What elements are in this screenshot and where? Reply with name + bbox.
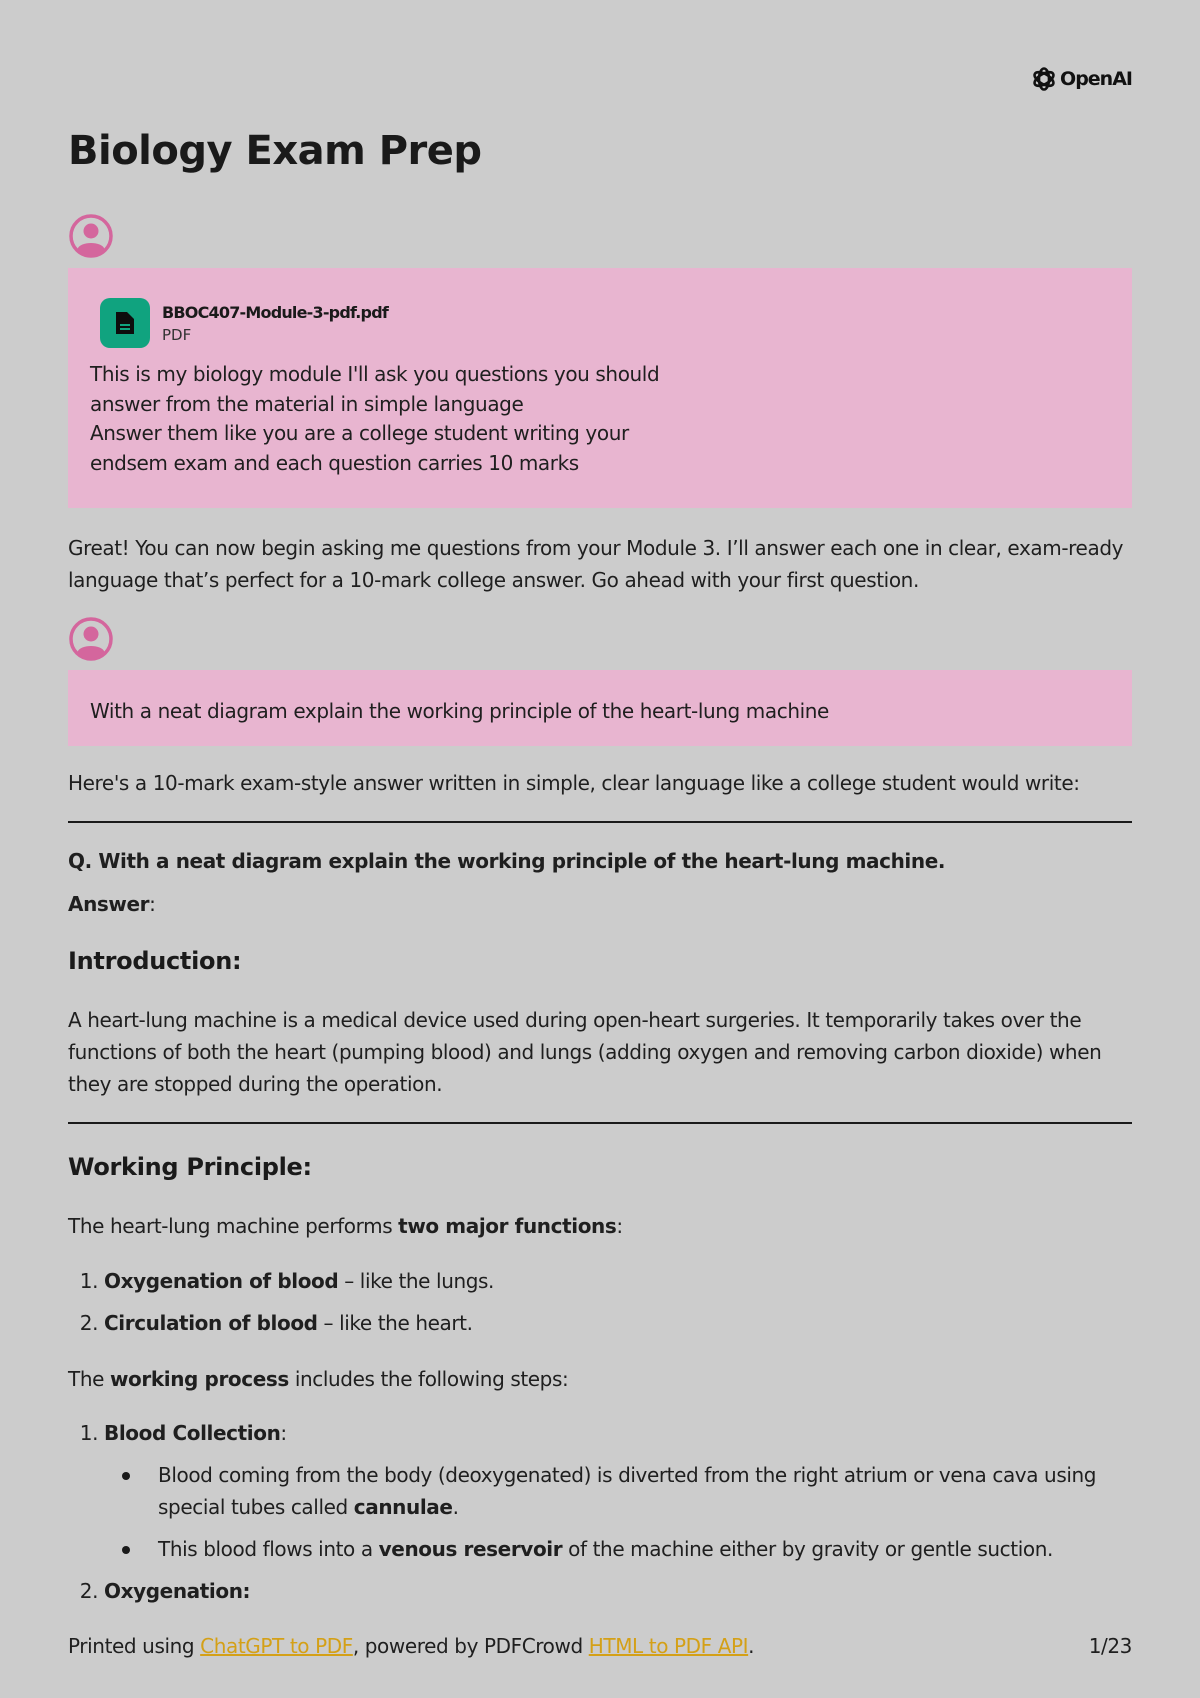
list-item-bold: Circulation of blood xyxy=(104,1311,318,1335)
process-lead-pre: The xyxy=(68,1367,110,1391)
footer-text: . xyxy=(748,1634,755,1658)
user-message xyxy=(68,670,1132,746)
principle-lead-pre: The heart-lung machine performs xyxy=(68,1214,399,1238)
bullet-item xyxy=(122,1459,1132,1523)
print-footer xyxy=(68,1634,1132,1658)
list-item-bold: Oxygenation of blood xyxy=(104,1269,339,1293)
step-title-suffix: : xyxy=(280,1421,287,1445)
attachment-type: PDF xyxy=(162,325,192,344)
brand-name: OpenAI xyxy=(1060,68,1132,90)
list-item xyxy=(104,1265,494,1297)
bullet-bold: venous reservoir xyxy=(378,1537,563,1561)
footer-credit xyxy=(68,1634,754,1658)
divider xyxy=(68,1122,1132,1124)
step-title: Oxygenation: xyxy=(104,1579,251,1603)
step-title: Blood Collection xyxy=(104,1421,281,1445)
divider xyxy=(68,821,1132,823)
list-item xyxy=(104,1417,1132,1565)
bullet-text: . xyxy=(452,1495,459,1519)
user-message-line: This is my biology module I'll ask you questions you should xyxy=(90,362,660,386)
user-message-text: With a neat diagram explain the working principle of the heart-lung machine xyxy=(90,699,829,723)
list-item-text: – like the heart. xyxy=(317,1311,473,1335)
openai-logo xyxy=(1031,66,1132,92)
assistant-reply: Great! You can now begin asking me questions from your Module 3. I’ll answer each one in clear, exam-ready language that’s perfect for a 10-mark college answer. Go ahead with your first question. xyxy=(68,536,1124,592)
working-principle-heading: Working Principle: xyxy=(68,1153,312,1181)
list-item-text: – like the lungs. xyxy=(338,1269,495,1293)
footer-text: Printed using xyxy=(68,1634,201,1658)
steps-list xyxy=(68,1417,1132,1617)
page-title: Biology Exam Prep xyxy=(68,128,482,174)
user-avatar-icon xyxy=(68,616,114,662)
bullet-text: of the machine either by gravity or gentle suction. xyxy=(562,1537,1053,1561)
functions-list xyxy=(68,1265,494,1349)
bullet-item xyxy=(122,1533,1132,1565)
principle-lead-bold: two major functions xyxy=(398,1214,617,1238)
assistant-reply-intro: Here's a 10-mark exam-style answer written in simple, clear language like a college student would write: xyxy=(68,771,1080,795)
answer-label-text: Answer xyxy=(68,892,150,916)
attachment-filename: BBOC407-Module-3-pdf.pdf xyxy=(162,302,389,322)
user-message-line: Answer them like you are a college student writing your xyxy=(90,421,629,445)
openai-logo-icon xyxy=(1031,66,1057,92)
list-item xyxy=(104,1575,1132,1607)
pdf-attachment[interactable] xyxy=(100,298,1110,348)
footer-text: , powered by PDFCrowd xyxy=(352,1634,589,1658)
introduction-text: A heart-lung machine is a medical device used during open-heart surgeries. It temporarily takes over the functions of both the heart (pumping blood) and lungs (adding oxygen and removing carbon dioxide) when they are stopped during the operation. xyxy=(68,1008,1102,1096)
bullet-text: Blood coming from the body (deoxygenated) is diverted from the right atrium or vena cava using special tubes called xyxy=(158,1463,1097,1519)
file-document-icon xyxy=(100,298,150,348)
process-lead-bold: working process xyxy=(109,1367,289,1391)
answer-label-colon: : xyxy=(149,892,156,916)
process-lead-post: includes the following steps: xyxy=(288,1367,569,1391)
answer-label xyxy=(68,888,1132,920)
user-message-line: answer from the material in simple language xyxy=(90,391,524,416)
introduction-heading: Introduction: xyxy=(68,947,242,975)
step-bullets xyxy=(104,1459,1132,1565)
question-text: Q. With a neat diagram explain the working principle of the heart-lung machine. xyxy=(68,849,946,873)
principle-lead-post: : xyxy=(616,1214,623,1238)
user-avatar-icon xyxy=(68,213,114,259)
principle-lead xyxy=(68,1210,1132,1242)
user-message-text xyxy=(90,360,690,478)
list-item xyxy=(104,1307,494,1339)
user-message-line: endsem exam and each question carries 10 marks xyxy=(90,450,579,475)
process-lead xyxy=(68,1363,1132,1395)
page-number: 1/23 xyxy=(1088,1634,1132,1658)
user-message xyxy=(68,268,1132,508)
document-page xyxy=(68,0,1132,1698)
bullet-text: This blood flows into a xyxy=(158,1537,379,1561)
bullet-bold: cannulae xyxy=(353,1495,453,1519)
html-to-pdf-api-link[interactable]: HTML to PDF API xyxy=(588,1634,749,1658)
chatgpt-to-pdf-link[interactable]: ChatGPT to PDF xyxy=(200,1634,353,1658)
